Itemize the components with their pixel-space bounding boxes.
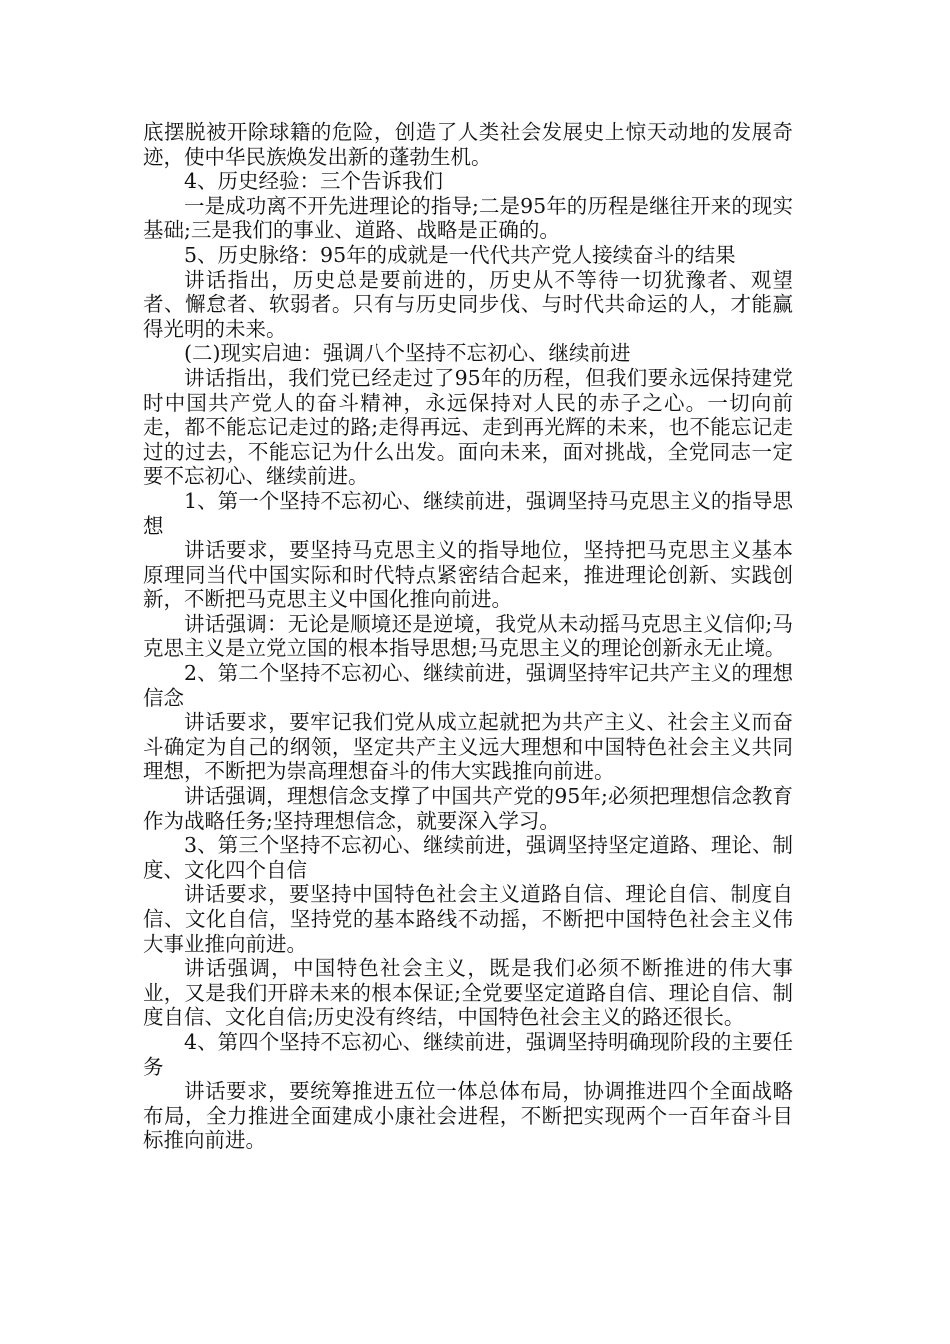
- section-heading: 5、历史脉络：95年的成就是一代代共产党人接续奋斗的结果: [184, 242, 736, 267]
- paragraph: 讲话指出，历史总是要前进的，历史从不等待一切犹豫者、观望者、懈怠者、软弱者。只有与历史同步伐、与时代共命运的人，才能赢得光明的未来。: [143, 267, 793, 341]
- section-heading: 2、第二个坚持不忘初心、继续前进，强调坚持牢记共产主义的理想信念: [143, 661, 793, 710]
- section-heading: 3、第三个坚持不忘初心、继续前进，强调坚持坚定道路、理论、制度、文化四个自信: [143, 833, 793, 882]
- paragraph: 讲话指出，我们党已经走过了95年的历程，但我们要永远保持建党时中国共产党人的奋斗精神，永远保持对人民的赤子之心。一切向前走，都不能忘记走过的路;走得再远、走到再光辉的未来，也不能忘记走过的过去，不能忘记为什么出发。面向未来，面对挑战，全党同志一定要不忘初心、继续前进。: [143, 365, 793, 489]
- paragraph: 讲话要求，要统筹推进五位一体总体布局，协调推进四个全面战略布局，全力推进全面建成小康社会进程，不断把实现两个一百年奋斗目标推向前进。: [143, 1079, 793, 1153]
- paragraph: 讲话强调，中国特色社会主义，既是我们必须不断推进的伟大事业，又是我们开辟未来的根本保证;全党要坚定道路自信、理论自信、制度自信、文化自信;历史没有终结，中国特色社会主义的路还很长。: [143, 956, 793, 1030]
- section-heading: 4、第四个坚持不忘初心、继续前进，强调坚持明确现阶段的主要任务: [143, 1029, 793, 1079]
- document-body: [143, 120, 793, 1153]
- paragraph: 讲话要求，要坚持马克思主义的指导地位，坚持把马克思主义基本原理同当代中国实际和时代特点紧密结合起来，推进理论创新、实践创新，不断把马克思主义中国化推向前进。: [143, 538, 793, 612]
- paragraph: 底摆脱被开除球籍的危险，创造了人类社会发展史上惊天动地的发展奇迹，使中华民族焕发出新的蓬勃生机。: [143, 120, 793, 169]
- paragraph: 讲话要求，要牢记我们党从成立起就把为共产主义、社会主义而奋斗确定为自己的纲领，坚定共产主义远大理想和中国特色社会主义共同理想，不断把为崇高理想奋斗的伟大实践推向前进。: [143, 710, 793, 784]
- section-heading: 4、历史经验：三个告诉我们: [184, 169, 444, 194]
- section-heading: 1、第一个坚持不忘初心、继续前进，强调坚持马克思主义的指导思想: [143, 488, 793, 538]
- paragraph: 讲话强调：无论是顺境还是逆境，我党从未动摇马克思主义信仰;马克思主义是立党立国的根本指导思想;马克思主义的理论创新永无止境。: [143, 611, 793, 661]
- paragraph: 讲话要求，要坚持中国特色社会主义道路自信、理论自信、制度自信、文化自信，坚持党的基本路线不动摇，不断把中国特色社会主义伟大事业推向前进。: [143, 882, 793, 956]
- section-heading: (二)现实启迪：强调八个坚持不忘初心、继续前进: [184, 341, 631, 366]
- paragraph: 讲话强调，理想信念支撑了中国共产党的95年;必须把理想信念教育作为战略任务;坚持理想信念，就要深入学习。: [143, 784, 793, 833]
- paragraph: 一是成功离不开先进理论的指导;二是95年的历程是继往开来的现实基础;三是我们的事业、道路、战略是正确的。: [143, 193, 793, 243]
